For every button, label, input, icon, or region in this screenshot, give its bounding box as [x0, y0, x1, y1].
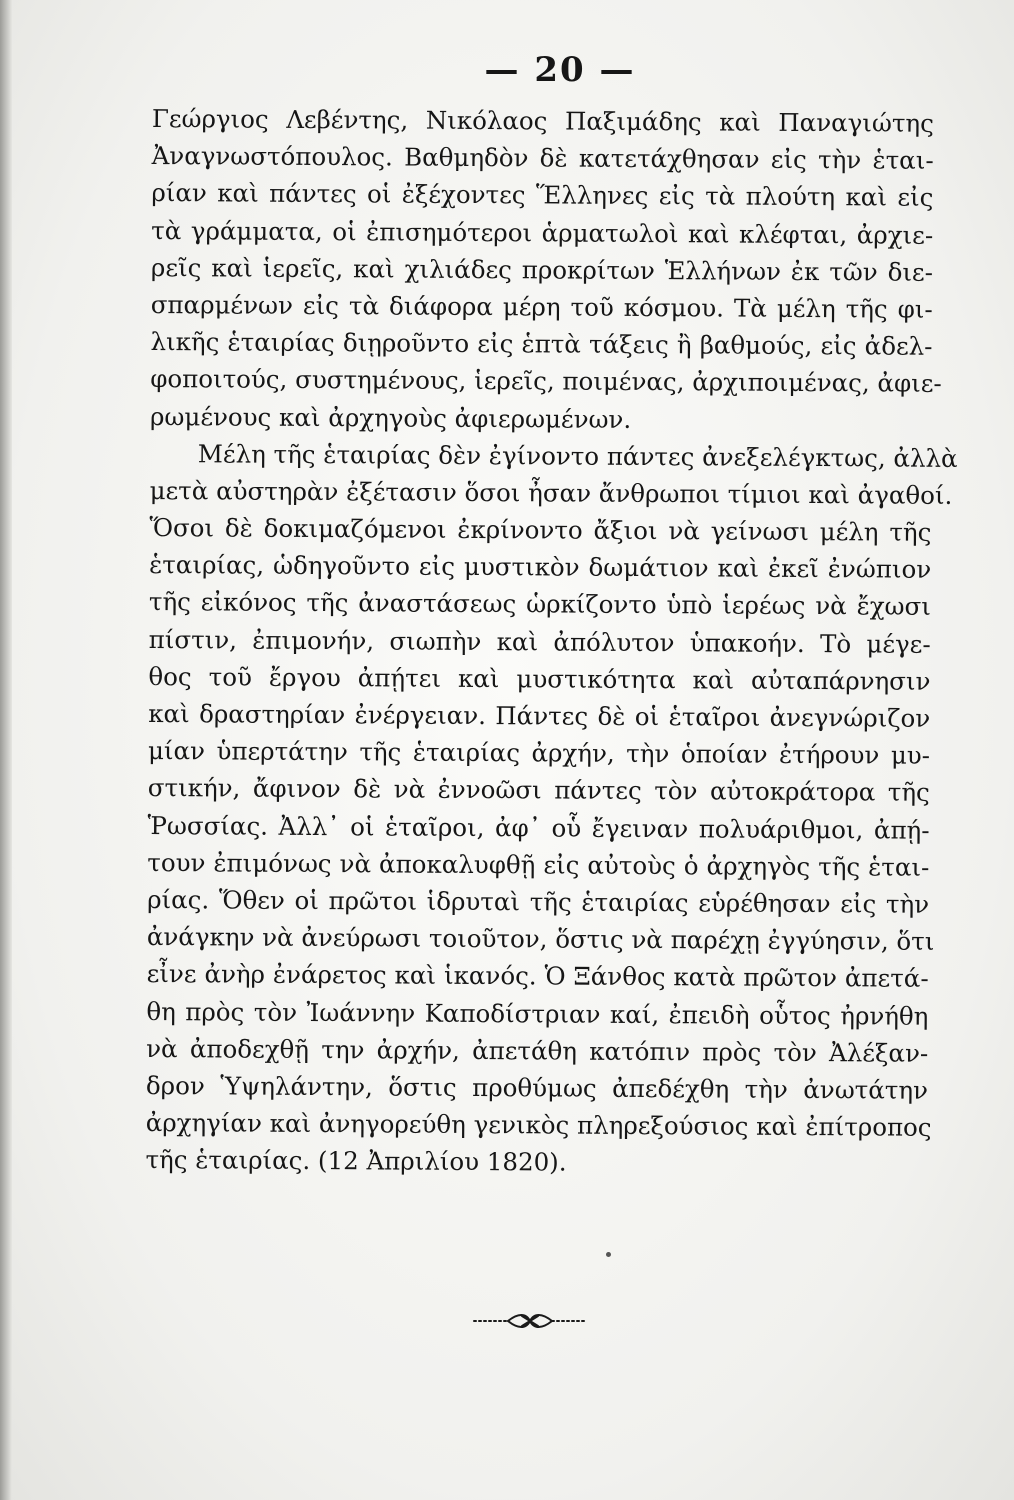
text-line: στικήν, ἄφινον δὲ νὰ ἐννοῶσι πάντες τὸν αὐτοκράτορα τῆς — [147, 773, 930, 808]
text-line: Ἀναγνωστόπουλος. Βαθμηδὸν δὲ κατετάχθησαν εἰς τὴν ἑται- — [151, 141, 934, 175]
text-line: ἀνάγκην νὰ ἀνεύρωσι τοιοῦτον, ὅστις νὰ παρέχῃ ἐγγύησιν, ὅτι — [146, 922, 935, 956]
body-text — [145, 100, 958, 1183]
text-line: θος τοῦ ἔργου ἀπῄτει καὶ μυστικότητα καὶ αὐταπάρνησιν — [148, 661, 931, 696]
text-line: νὰ ἀποδεχθῇ την ἀρχήν, ἀπετάθη κατόπιν πρὸς τὸν Ἀλέξαν- — [146, 1033, 929, 1068]
text-line: πίστιν, ἐπιμονήν, σιωπὴν καὶ ἀπόλυτον ὑπακοήν. Τὸ μέγε- — [148, 624, 931, 659]
text-line: λικῆς ἑταιρίας διῃροῦντο εἰς ἑπτὰ τάξεις ἢ βαθμούς, εἰς ἀδελ- — [150, 327, 933, 361]
text-line: Ῥωσσίας. Ἀλλ᾽ οἱ ἑταῖροι, ἀφ᾽ οὗ ἔγειναν πολυάριθμοι, ἀπῄ- — [147, 810, 930, 845]
text-line: ρίας. Ὅθεν οἱ πρῶτοι ἱδρυταὶ τῆς ἑταιρίας εὑρέθησαν εἰς τὴν — [147, 884, 930, 919]
text-line: μετὰ αὐστηρὰν ἐξέτασιν ὅσοι ἦσαν ἄνθρωποι τίμιοι καὶ ἀγαθοί. — [149, 475, 953, 510]
text-line: δρον Ὑψηλάντην, ὅστις προθύμως ἀπεδέχθη τὴν ἀνωτάτην — [145, 1070, 929, 1105]
text-line: τουν ἐπιμόνως νὰ ἀποκαλυφθῇ εἰς αὐτοὺς ὁ ἀρχηγὸς τῆς ἑται- — [147, 847, 930, 882]
text-line: τὰ γράμματα, οἱ ἐπισημότεροι ἁρματωλοὶ καὶ κλέφται, ἀρχιε- — [151, 215, 934, 250]
page-number: — 20 — — [484, 50, 636, 90]
page-left-shadow — [0, 0, 12, 1500]
text-line: ρωμένους καὶ ἀρχηγοὺς ἀφιερωμένων. — [149, 401, 632, 434]
text-line: ἑταιρίας, ὡδηγοῦντο εἰς μυστικὸν δωμάτιον καὶ ἐκεῖ ἐνώπιον — [149, 550, 932, 585]
text-line: μίαν ὑπερτάτην τῆς ἑταιρίας ἀρχήν, τὴν ὁποίαν ἐτήρουν μυ- — [147, 736, 931, 770]
text-line: Μέλη τῆς ἑταιρίας δὲν ἐγίνοντο πάντες ἀνεξελέγκτως, ἀλλὰ — [197, 438, 958, 473]
text-line: Γεώργιος Λεβέντης, Νικόλαος Παξιμάδης καὶ Παναγιώτης — [151, 103, 934, 138]
text-line: θη πρὸς τὸν Ἰωάννην Καποδίστριαν καί, ἐπειδὴ οὗτος ἠρνήθη — [146, 996, 929, 1031]
text-line: εἶνε ἀνὴρ ἐνάρετος καὶ ἱκανός. Ὁ Ξάνθος κατὰ πρῶτον ἀπετά- — [146, 959, 929, 994]
text-line: φοποιτούς, συστημένους, ἱερεῖς, ποιμένας, ἀρχιποιμένας, ἀφιε- — [150, 364, 942, 399]
text-line: ρίαν καὶ πάντες οἱ ἐξέχοντες Ἕλληνες εἰς τὰ πλούτη καὶ εἰς — [151, 178, 934, 213]
text-line: Ὅσοι δὲ δοκιμαζόμενοι ἐκρίνοντο ἄξιοι νὰ γείνωσι μέλη τῆς — [149, 513, 932, 547]
text-line: ρεῖς καὶ ἱερεῖς, καὶ χιλιάδες προκρίτων Ἑλλήνων ἐκ τῶν διε- — [150, 252, 934, 287]
text-line: τῆς εἰκόνος τῆς ἀναστάσεως ὡρκίζοντο ὑπὸ ἱερέως νὰ ἔχωσι — [148, 587, 932, 622]
end-ornament-icon — [470, 1310, 590, 1332]
text-line: καὶ δραστηρίαν ἐνέργειαν. Πάντες δὲ οἱ ἑταῖροι ἀνεγνώριζον — [148, 698, 931, 733]
text-line: τῆς ἑταιρίας. (12 Ἀπριλίου 1820). — [145, 1145, 567, 1177]
ink-speck — [606, 1252, 611, 1257]
text-line: σπαρμένων εἰς τὰ διάφορα μέρη τοῦ κόσμου. Τὰ μέλη τῆς φι- — [150, 289, 933, 324]
text-line: ἀρχηγίαν καὶ ἀνηγορεύθη γενικὸς πληρεξούσιος καὶ ἐπίτροπος — [145, 1108, 932, 1142]
